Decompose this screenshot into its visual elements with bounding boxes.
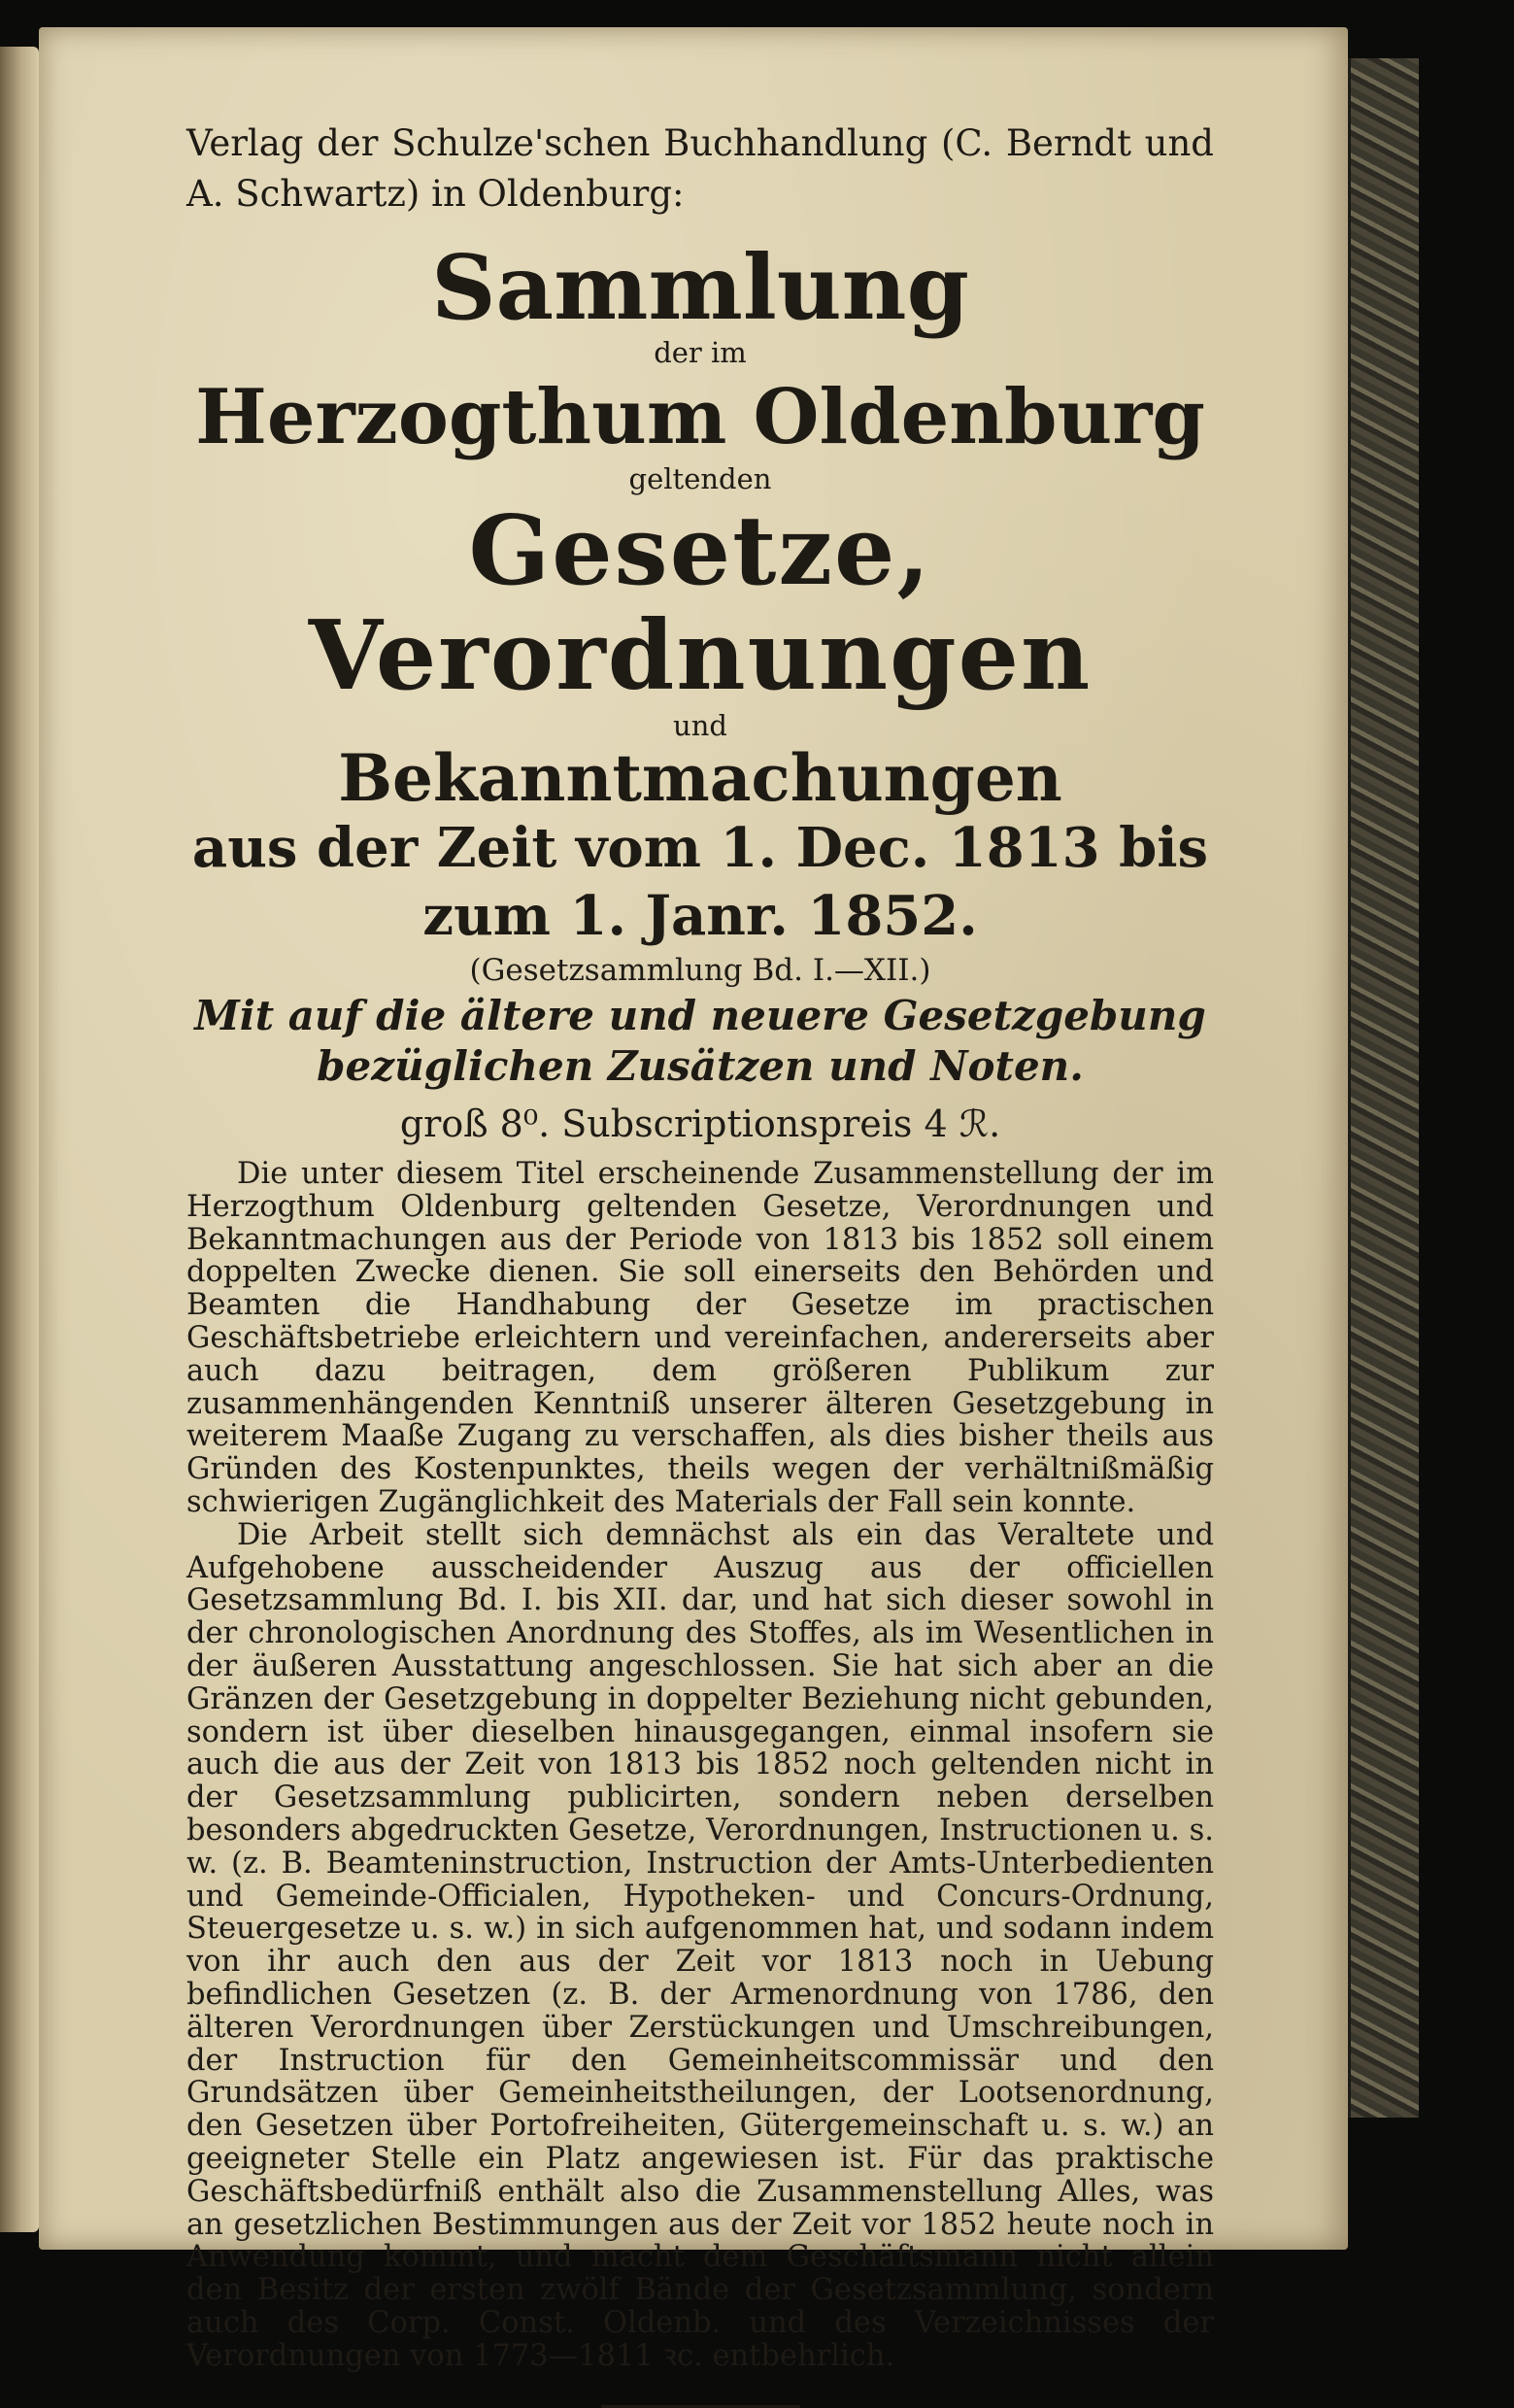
format-and-price: groß 8⁰. Subscriptionspreis 4 ℛ. [399, 1102, 1001, 1145]
publisher-line: Verlag der Schulze'schen Buchhandlung (C. Berndt und A. Schwartz) in Oldenburg: [186, 122, 1214, 215]
title-herzogthum: Herzogthum Oldenburg [195, 373, 1205, 461]
title-bekanntmachungen: Bekanntmachungen [338, 740, 1062, 816]
title-gesetzsammlung-volumes: (Gesetzsammlung Bd. I.—XII.) [469, 953, 931, 988]
title-additions-note: Mit auf die ältere und neuere Gesetzgebung bezüglichen Zusätzen und Noten. [194, 992, 1206, 1090]
title-date-range: aus der Zeit vom 1. Dec. 1813 bis zum 1. Janr. 1852. [191, 816, 1209, 948]
advertisement [186, 119, 1214, 2408]
title-gesetze-verordnungen: Gesetze, Verordnungen [308, 495, 1093, 712]
title-und: und [673, 709, 727, 742]
title-geltenden: geltenden [628, 462, 772, 495]
paragraph-2: Die Arbeit stellt sich demnächst als ein das Veraltete und Aufgehobene ausscheidender Auszug aus der officiellen Gesetzsammlung Bd. I. bis XII. dar, und hat sich dieser sowohl in der chronologischen Anordnung des Stoffes, als im Wesentlichen in der äußeren Ausstattung angeschlossen. Sie hat sich aber an die Gränzen der Gesetzgebung in doppelter Beziehung nicht gebunden, sondern ist über dieselben hinausgegangen, einmal insofern sie auch die aus der Zeit von 1813 bis 1852 noch geltenden nicht in der Gesetzsammlung publicirten, sondern neben derselben besonders abgedruckten Gesetze, Verordnungen, Instructionen u. s. w. (z. B. Beamteninstruction, Instruction der Amts-Unterbedienten und Gemeinde-Officialen, Hypotheken- und Concurs-Ordnung, Steuergesetze u. s. w.) in sich aufgenommen hat, und sodann indem von ihr auch den aus der Zeit vor 1813 noch in Uebung befindlichen Gesetzen (z. B. der Armenordnung von 1786, den älteren Verordnungen über Zerstückungen und Umschreibungen, der Instruction für den Gemeinheitscommissär und den Grundsätzen über Gemeinheitstheilungen, der Lootsenordnung, den Gesetzen über Portofreiheiten, Gütergemeinschaft u. s. w.) an geeigneter Stelle ein Platz angewiesen ist. Für das praktische Geschäftsbedürfniß enthält also die Zusammenstellung Alles, was an gesetzlichen Bestimmungen aus der Zeit vor 1852 heute noch in Anwendung kommt, und macht dem Geschäftsmann nicht allein den Besitz der ersten zwölf Bände der Gesetzsammlung, sondern auch des Corp. Const. Oldenb. und des Verzeichnisses der Verordnungen von 1773—1811 ꝛc. entbehrlich. [186, 1517, 1214, 2373]
paragraph-1: Die unter diesem Titel erscheinende Zusammenstellung der im Herzogthum Oldenburg geltenden Gesetze, Verordnungen und Bekanntmachungen aus der Periode von 1813 bis 1852 soll einem doppelten Zwecke dienen. Sie soll einerseits den Behörden und Beamten die Handhabung der Gesetze im practischen Geschäftsbetriebe erleichtern und vereinfachen, andererseits aber auch dazu beitragen, dem größeren Publikum zur zusammenhängenden Kenntniß unserer älteren Gesetzgebung in weiterem Maaße Zugang zu verschaffen, als dies bisher theils aus Gründen des Kostenpunktes, theils wegen der verhältnißmäßig schwierigen Zugänglichkeit des Materials der Fall sein konnte. [186, 1157, 1214, 1519]
title-der-im: der im [654, 336, 747, 369]
marbled-cover-edge [1348, 58, 1419, 2118]
facing-page-edge [0, 47, 39, 2232]
description-text [186, 1158, 1214, 2372]
title-sammlung: Sammlung [431, 235, 969, 340]
